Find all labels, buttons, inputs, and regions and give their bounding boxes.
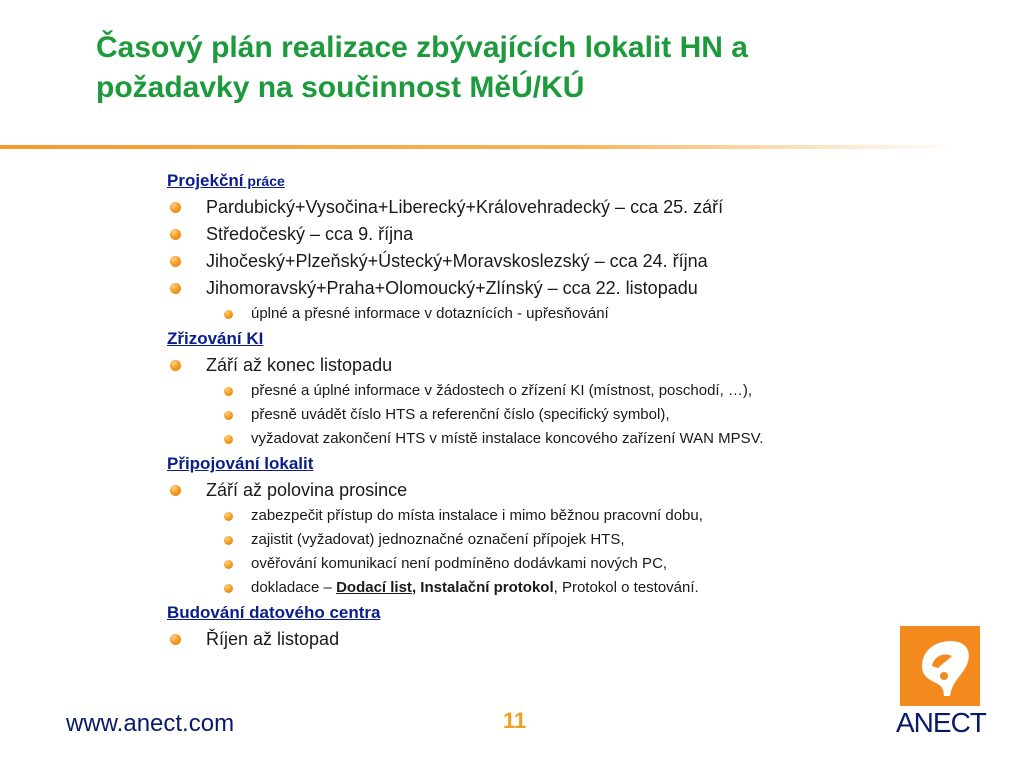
- anect-logo-text: ANECT: [896, 707, 986, 738]
- list-item: Září až polovina prosince: [167, 477, 967, 504]
- bullet-icon: [170, 360, 181, 371]
- sub-list-item: vyžadovat zakončení HTS v místě instalace koncového zařízení WAN MPSV.: [167, 427, 967, 451]
- bullet-icon: [170, 229, 181, 240]
- bullet-icon: [224, 310, 233, 319]
- section-heading-pripojovani: Připojování lokalit: [167, 454, 314, 473]
- anect-logo-icon: [900, 626, 980, 706]
- title-divider: [0, 145, 960, 149]
- bullet-icon: [170, 634, 181, 645]
- slide-body: [167, 168, 967, 653]
- bullet-icon: [224, 411, 233, 420]
- bullet-icon: [224, 584, 233, 593]
- sub-list-item: úplné a přesné informace v dotaznících - upřesňování: [167, 302, 967, 326]
- list-item: Říjen až listopad: [167, 626, 967, 653]
- slide-title-line1: Časový plán realizace zbývajících lokalit HN a: [96, 31, 748, 64]
- sub-list-item: ověřování komunikací není podmíněno dodávkami nových PC,: [167, 552, 967, 576]
- bullet-icon: [170, 256, 181, 267]
- footer-url: www.anect.com: [66, 710, 235, 737]
- bullet-icon: [170, 283, 181, 294]
- bullet-icon: [224, 512, 233, 521]
- section-heading-projekcni: Projekční práce: [167, 171, 285, 190]
- list-item: Jihočeský+Plzeňský+Ústecký+Moravskoslezský – cca 24. října: [167, 248, 967, 275]
- list-item: Září až konec listopadu: [167, 352, 967, 379]
- sub-list-item: dokladace – Dodací list, Instalační protokol, Protokol o testování.: [167, 576, 967, 600]
- slide-title-line2: požadavky na součinnost MěÚ/KÚ: [96, 71, 585, 104]
- section-heading-budovani: Budování datového centra: [167, 603, 381, 622]
- bullet-icon: [224, 387, 233, 396]
- list-item: Středočeský – cca 9. října: [167, 221, 967, 248]
- dodaci-list-link: Dodací list: [336, 579, 412, 596]
- page-number: 11: [503, 708, 527, 733]
- bullet-icon: [170, 485, 181, 496]
- section-heading-zrizovani: Zřizování KI: [167, 329, 264, 348]
- sub-list-item: přesné a úplné informace v žádostech o zřízení KI (místnost, poschodí, …),: [167, 379, 967, 403]
- bullet-icon: [224, 536, 233, 545]
- bullet-icon: [170, 202, 181, 213]
- sub-list-item: zabezpečit přístup do místa instalace i mimo běžnou pracovní dobu,: [167, 504, 967, 528]
- bullet-icon: [224, 560, 233, 569]
- sub-list-item: přesně uvádět číslo HTS a referenční číslo (specifický symbol),: [167, 403, 967, 427]
- list-item: Pardubický+Vysočina+Liberecký+Královehradecký – cca 25. září: [167, 194, 967, 221]
- bullet-icon: [224, 435, 233, 444]
- slide-title: [96, 28, 916, 108]
- sub-list-item: zajistit (vyžadovat) jednoznačné označení přípojek HTS,: [167, 528, 967, 552]
- list-item: Jihomoravský+Praha+Olomoucký+Zlínský – cca 22. listopadu: [167, 275, 967, 302]
